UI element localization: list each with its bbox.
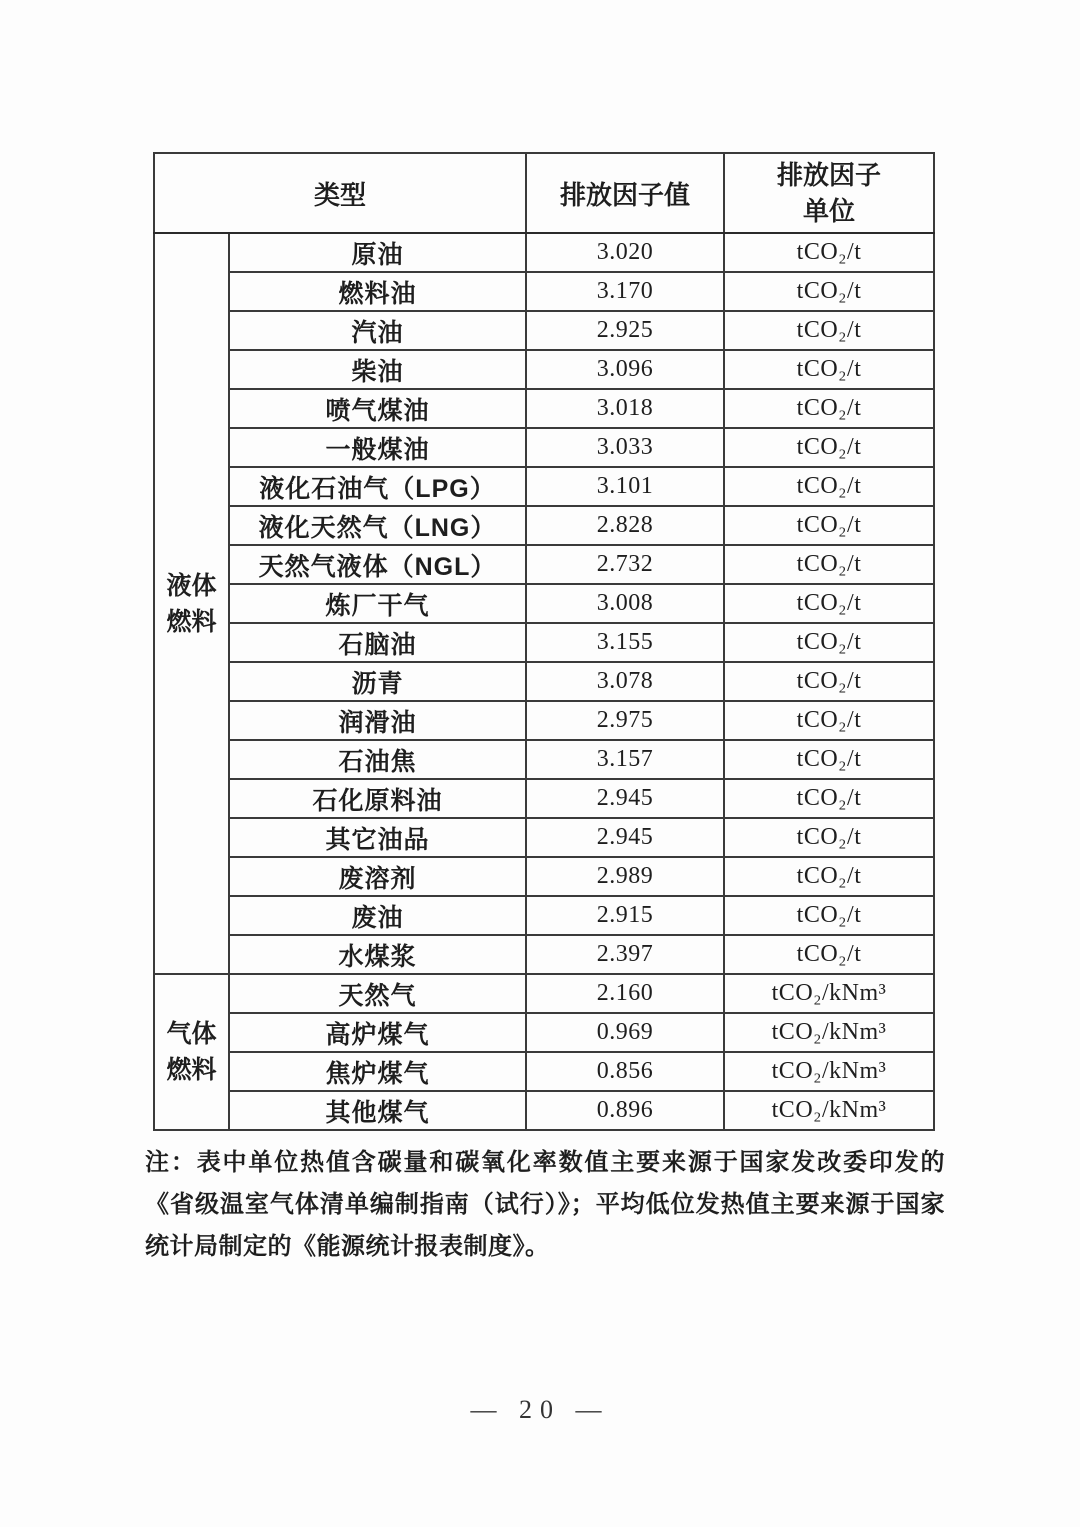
factor-value: 3.018: [526, 389, 724, 428]
factor-value: 3.008: [526, 584, 724, 623]
table-row: [154, 779, 934, 818]
factor-value: 2.397: [526, 935, 724, 974]
fuel-name: 废油: [229, 896, 526, 935]
fuel-name: 柴油: [229, 350, 526, 389]
fuel-name: 液化天然气（LNG）: [229, 506, 526, 545]
factor-unit: tCO₂/t: [724, 545, 934, 584]
factor-unit: tCO₂/t: [724, 584, 934, 623]
fuel-name: 高炉煤气: [229, 1013, 526, 1052]
factor-unit: tCO₂/kNm³: [724, 1013, 934, 1052]
factor-unit: tCO₂/t: [724, 428, 934, 467]
factor-unit: tCO₂/kNm³: [724, 1091, 934, 1130]
page-number: — 20 —: [470, 1395, 610, 1424]
table-row: [154, 1091, 934, 1130]
table-row: [154, 389, 934, 428]
fuel-name: 天然气: [229, 974, 526, 1013]
factor-value: 3.101: [526, 467, 724, 506]
factor-unit: tCO₂/t: [724, 233, 934, 272]
table-row: [154, 467, 934, 506]
table-row: [154, 584, 934, 623]
factor-value: 2.732: [526, 545, 724, 584]
table-row: [154, 623, 934, 662]
table-row: [154, 818, 934, 857]
factor-unit: tCO₂/kNm³: [724, 974, 934, 1013]
factor-value: 2.160: [526, 974, 724, 1013]
factor-value: 2.945: [526, 779, 724, 818]
fuel-group-label: 液体燃料: [154, 233, 229, 974]
factor-unit: tCO₂/t: [724, 896, 934, 935]
table-row: [154, 545, 934, 584]
factor-unit: tCO₂/t: [724, 740, 934, 779]
factor-unit: tCO₂/t: [724, 935, 934, 974]
fuel-name: 喷气煤油: [229, 389, 526, 428]
table-row: [154, 896, 934, 935]
factor-unit: tCO₂/t: [724, 272, 934, 311]
fuel-name: 液化石油气（LPG）: [229, 467, 526, 506]
factor-unit: tCO₂/kNm³: [724, 1052, 934, 1091]
factor-value: 3.170: [526, 272, 724, 311]
factor-value: 0.856: [526, 1052, 724, 1091]
fuel-name: 废溶剂: [229, 857, 526, 896]
column-header-factor-unit: [724, 153, 934, 233]
factor-value: 3.155: [526, 623, 724, 662]
fuel-name: 燃料油: [229, 272, 526, 311]
fuel-name: 润滑油: [229, 701, 526, 740]
factor-value: 3.020: [526, 233, 724, 272]
factor-value: 0.896: [526, 1091, 724, 1130]
fuel-group-label: 气体燃料: [154, 974, 229, 1130]
table-row: [154, 272, 934, 311]
factor-value: 2.915: [526, 896, 724, 935]
fuel-name: 天然气液体（NGL）: [229, 545, 526, 584]
factor-value: 2.975: [526, 701, 724, 740]
table-row: [154, 857, 934, 896]
footnote: 注：表中单位热值含碳量和碳氧化率数值主要来源于国家发改委印发的《省级温室气体清单编制指南（试行）》；平均低位发热值主要来源于国家统计局制定的《能源统计报表制度》。: [145, 1149, 945, 1260]
fuel-name: 焦炉煤气: [229, 1052, 526, 1091]
factor-value: 2.828: [526, 506, 724, 545]
factor-unit: tCO₂/t: [724, 350, 934, 389]
factor-unit: tCO₂/t: [724, 506, 934, 545]
table-row: [154, 740, 934, 779]
factor-value: 3.157: [526, 740, 724, 779]
fuel-name: 沥青: [229, 662, 526, 701]
table-row: [154, 311, 934, 350]
factor-value: 2.925: [526, 311, 724, 350]
column-header-factor-unit-line1: 排放因子: [777, 160, 882, 190]
factor-value: 3.078: [526, 662, 724, 701]
factor-unit: tCO₂/t: [724, 701, 934, 740]
emission-factor-table: [153, 152, 935, 1131]
table-row: [154, 1052, 934, 1091]
fuel-name: 石脑油: [229, 623, 526, 662]
factor-unit: tCO₂/t: [724, 662, 934, 701]
fuel-name: 水煤浆: [229, 935, 526, 974]
factor-unit: tCO₂/t: [724, 311, 934, 350]
column-header-factor-value: 排放因子值: [526, 153, 724, 233]
factor-unit: tCO₂/t: [724, 779, 934, 818]
table-row: [154, 350, 934, 389]
column-header-type: 类型: [154, 153, 526, 233]
table-row: [154, 506, 934, 545]
factor-unit: tCO₂/t: [724, 857, 934, 896]
factor-unit: tCO₂/t: [724, 623, 934, 662]
table-row: [154, 662, 934, 701]
fuel-name: 原油: [229, 233, 526, 272]
table-row: [154, 233, 934, 272]
factor-unit: tCO₂/t: [724, 818, 934, 857]
table-row: [154, 974, 934, 1013]
factor-value: 3.033: [526, 428, 724, 467]
table-row: [154, 1013, 934, 1052]
fuel-name: 其他煤气: [229, 1091, 526, 1130]
fuel-name: 其它油品: [229, 818, 526, 857]
factor-value: 0.969: [526, 1013, 724, 1052]
fuel-name: 汽油: [229, 311, 526, 350]
fuel-name: 石油焦: [229, 740, 526, 779]
table-row: [154, 428, 934, 467]
factor-value: 2.945: [526, 818, 724, 857]
table-header-row: [154, 153, 934, 233]
table-row: [154, 701, 934, 740]
column-header-factor-unit-line2: 单位: [803, 196, 856, 226]
factor-value: 2.989: [526, 857, 724, 896]
fuel-name: 石化原料油: [229, 779, 526, 818]
fuel-name: 炼厂干气: [229, 584, 526, 623]
factor-unit: tCO₂/t: [724, 389, 934, 428]
fuel-name: 一般煤油: [229, 428, 526, 467]
factor-value: 3.096: [526, 350, 724, 389]
factor-unit: tCO₂/t: [724, 467, 934, 506]
table-row: [154, 935, 934, 974]
